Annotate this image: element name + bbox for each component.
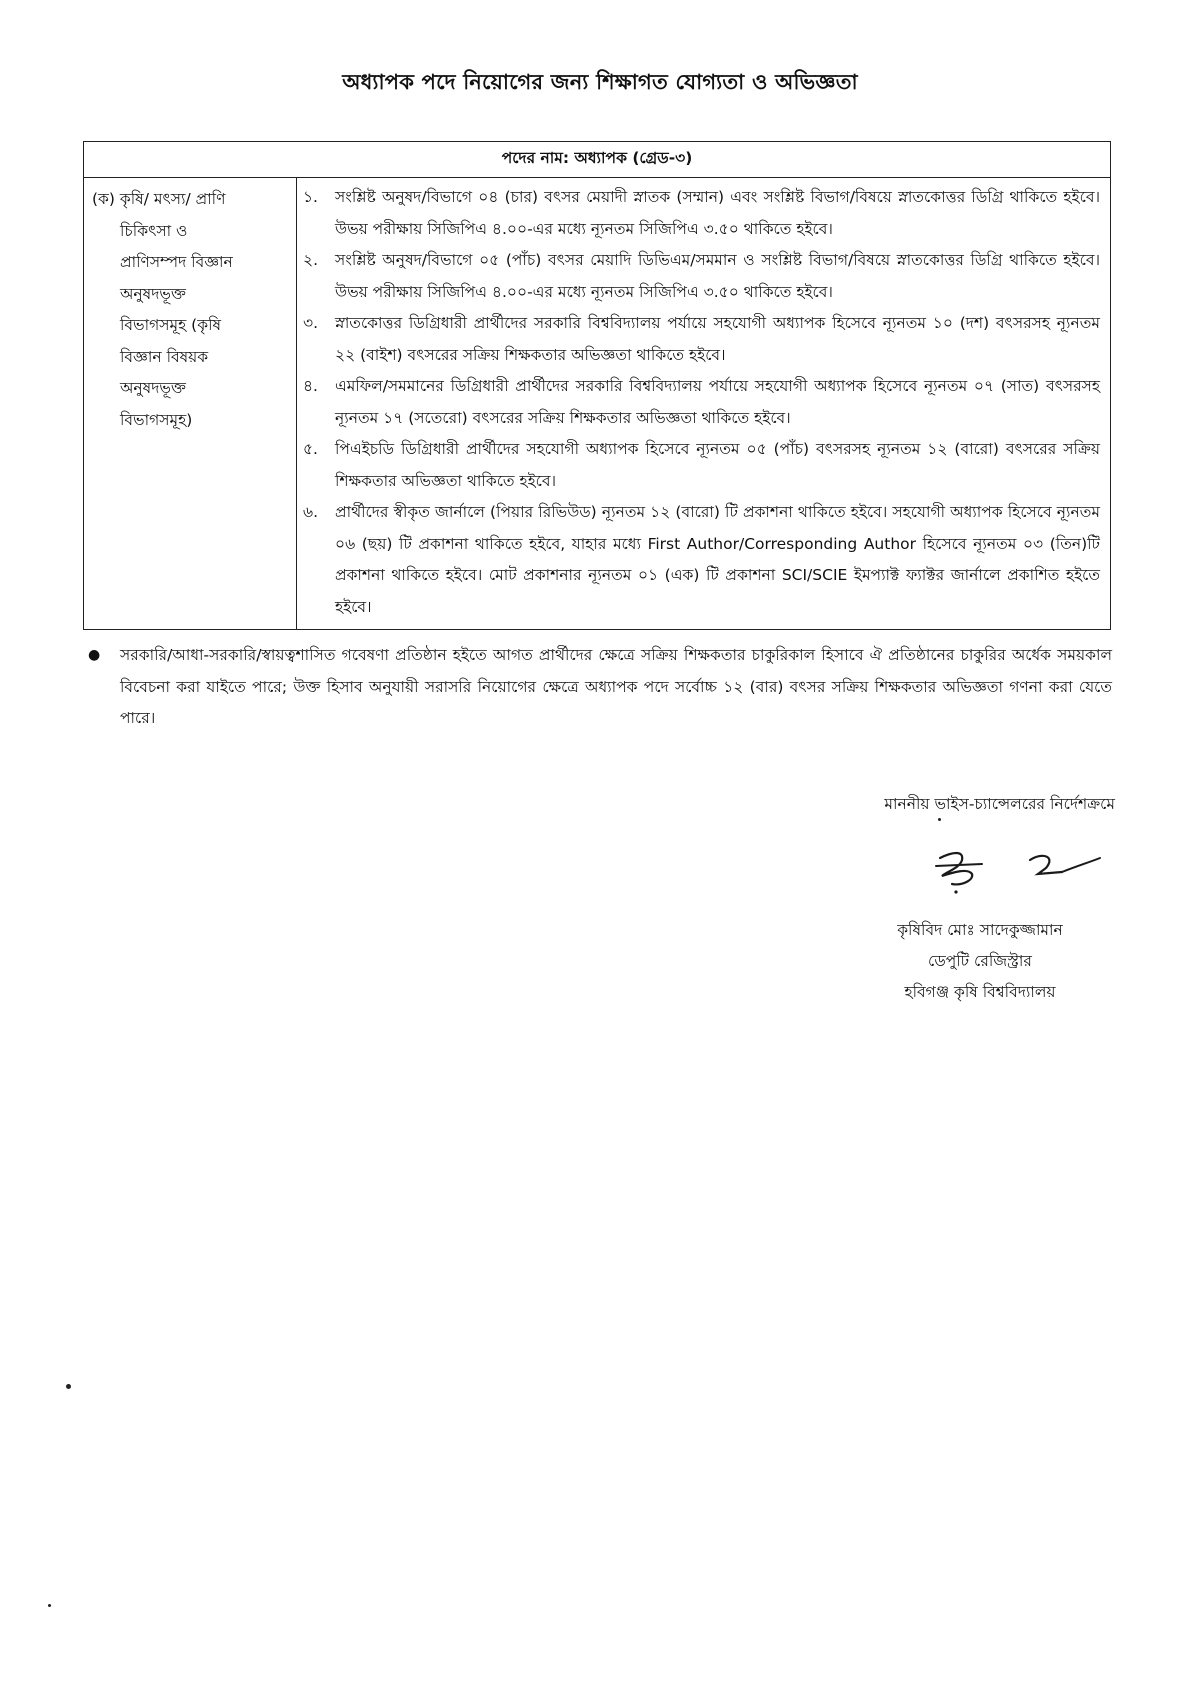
department-line: অনুষদভূক্ত	[120, 284, 186, 303]
department-line: বিভাগসমূহ)	[120, 410, 193, 429]
department-line: প্রাণিসম্পদ বিজ্ঞান	[120, 253, 233, 271]
department-line: (ক) কৃষি/ মৎস্য/ প্রাণি	[92, 190, 226, 208]
requirement-item	[303, 371, 1100, 434]
department-line: অনুষদভূক্ত	[120, 379, 186, 397]
signature-icon	[912, 838, 1102, 898]
requirement-text: পিএইচডি ডিগ্রিধারী প্রার্থীদের সহযোগী অধ্যাপক হিসেবে ন্যূনতম ০৫ (পাঁচ) বৎসরসহ ন্যূনতম ১২ (বারো) বৎসরের সক্রিয় শিক্ষকতার অভিজ্ঞতা থাকিতে হইবে।	[335, 440, 1100, 490]
requirement-text: প্রার্থীদের স্বীকৃত জার্নালে (পিয়ার রিভিউড) ন্যূনতম ১২ (বারো) টি প্রকাশনা থাকিতে হইবে। সহযোগী অধ্যাপক হিসেবে ন্যূনতম ০৬ (ছয়) টি প্রকাশনা থাকিতে হইবে, যাহার মধ্যে First Author/Corresponding Author হিসেবে ন্যূনতম ০৩ (তিন)টি প্রকাশনা থাকিতে হইবে। মোট প্রকাশনার ন্যূনতম ০১ (এক) টি প্রকাশনা SCI/SCIE ইমপ্যাক্ট ফ্যাক্টর জার্নালে প্রকাশিত হইতে হইবে।	[335, 503, 1100, 616]
requirement-text: স্নাতকোত্তর ডিগ্রিধারী প্রার্থীদের সরকারি বিশ্ববিদ্যালয় পর্যায়ে সহযোগী অধ্যাপক হিসেবে ন্যূনতম ১০ (দশ) বৎসরসহ ন্যূনতম ২২ (বাইশ) বৎসরের সক্রিয় শিক্ষকতার অভিজ্ঞতা থাকিতে হইবে।	[335, 314, 1100, 364]
requirements-row	[84, 178, 1111, 630]
document-title: অধ্যাপক পদে নিয়োগের জন্য শিক্ষাগত যোগ্যতা ও অভিজ্ঞতা	[342, 70, 858, 94]
requirements-list	[297, 178, 1111, 630]
department-line: বিভাগসমূহ (কৃষি	[120, 316, 222, 334]
note-paragraph	[88, 640, 1112, 735]
requirement-number: ৪.	[303, 377, 318, 395]
requirement-text: সংশ্লিষ্ট অনুষদ/বিভাগে ০৫ (পাঁচ) বৎসর মেয়াদি ডিভিএম/সমমান ও সংশ্লিষ্ট বিভাগ/বিষয়ে স্নাতকোত্তর ডিগ্রি থাকিতে হইবে। উভয় পরীক্ষায় সিজিপিএ ৪.০০-এর মধ্যে ন্যূনতম সিজিপিএ ৩.৫০ থাকিতে হইবে।	[335, 251, 1100, 301]
bullet-icon: ●	[88, 647, 101, 663]
note-text: সরকারি/আধা-সরকারি/স্বায়ত্বশাসিত গবেষণা প্রতিষ্ঠান হইতে আগত প্রার্থীদের ক্ষেত্রে সক্রিয় শিক্ষকতার চাকুরিকাল হিসাবে ঐ প্রতিষ্ঠানের চাকুরির অর্ধেক সময়কাল বিবেচনা করা যাইতে পারে; উক্ত হিসাব অনুযায়ী সরাসরি নিয়োগের ক্ষেত্রে অধ্যাপক পদে সর্বোচ্চ ১২ (বার) বৎসর সক্রিয় শিক্ষকতার অভিজ্ঞতা গণনা করা যেতে পারে।	[120, 646, 1112, 727]
requirement-item	[303, 497, 1100, 623]
requirement-item	[303, 308, 1100, 371]
requirement-item	[303, 245, 1100, 308]
requirement-number: ২.	[303, 251, 319, 269]
directive-line: মাননীয় ভাইস-চ্যান্সেলরের নির্দেশক্রমে	[884, 795, 1115, 813]
requirement-number: ৫.	[303, 440, 318, 458]
scan-speck	[48, 1604, 51, 1607]
post-name: পদের নাম: অধ্যাপক (গ্রেড-৩)	[84, 142, 1111, 178]
signatory-title: ডেপুটি রেজিস্ট্রার	[928, 952, 1032, 970]
post-name-row	[84, 142, 1111, 178]
institution-name: হবিগঞ্জ কৃষি বিশ্ববিদ্যালয়	[904, 983, 1056, 1001]
department-line: বিজ্ঞান বিষয়ক	[120, 347, 209, 366]
department-cell	[84, 178, 297, 630]
signatory-block	[860, 915, 1100, 1008]
department-line: চিকিৎসা ও	[120, 221, 188, 240]
signatory-name: কৃষিবিদ মোঃ সাদেকুজ্জামান	[897, 921, 1063, 939]
scan-speck	[66, 1384, 71, 1389]
requirement-number: ৬.	[303, 503, 319, 521]
requirement-number: ৩.	[303, 314, 319, 332]
requirement-item	[303, 434, 1100, 497]
requirement-number: ১.	[303, 188, 318, 206]
scan-speck	[938, 818, 941, 821]
requirement-text: এমফিল/সমমানের ডিগ্রিধারী প্রার্থীদের সরকারি বিশ্ববিদ্যালয় পর্যায়ে সহযোগী অধ্যাপক হিসেবে ন্যূনতম ০৭ (সাত) বৎসরসহ ন্যূনতম ১৭ (সতেরো) বৎসরের সক্রিয় শিক্ষকতার অভিজ্ঞতা থাকিতে হইবে।	[335, 377, 1100, 427]
requirement-item	[303, 182, 1100, 245]
requirement-text: সংশ্লিষ্ট অনুষদ/বিভাগে ০৪ (চার) বৎসর মেয়াদী স্নাতক (সম্মান) এবং সংশ্লিষ্ট বিভাগ/বিষয়ে স্নাতকোত্তর ডিগ্রি থাকিতে হইবে। উভয় পরীক্ষায় সিজিপিএ ৪.০০-এর মধ্যে ন্যূনতম সিজিপিএ ৩.৫০ থাকিতে হইবে।	[335, 188, 1100, 238]
requirements-table	[83, 141, 1111, 630]
